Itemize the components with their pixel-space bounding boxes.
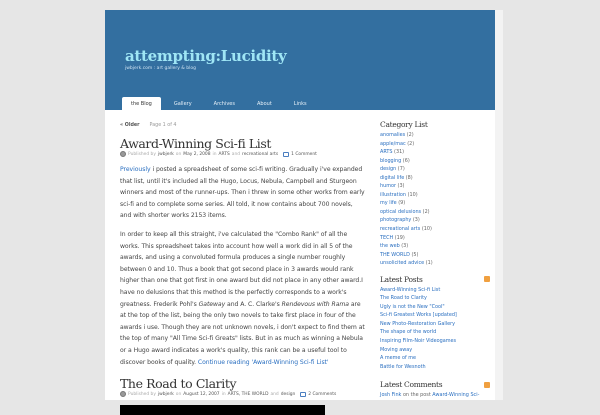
latest-post-item bbox=[380, 320, 490, 329]
category-item: the web (3) bbox=[380, 243, 409, 250]
category-link[interactable]: humor bbox=[380, 183, 396, 190]
category-item: anomalies (2) bbox=[380, 132, 414, 138]
comment-icon bbox=[283, 152, 289, 157]
category-link[interactable]: my life bbox=[380, 200, 397, 207]
comments-link[interactable]: 2 Comments bbox=[308, 391, 337, 397]
latest-post-item bbox=[380, 363, 490, 372]
clock-icon bbox=[120, 391, 126, 397]
category-link[interactable]: ARTS bbox=[218, 151, 230, 157]
post-meta: Published by jwbjerk on August 12, 2007 in ARTS, THE WORLD and design 2 Comments bbox=[120, 391, 365, 397]
category-link[interactable]: apple/mac bbox=[380, 140, 406, 147]
comment-item: Josh Fink on the post Award-Winning Sci- bbox=[380, 392, 480, 399]
rss-icon[interactable] bbox=[484, 382, 490, 388]
continue-reading-link[interactable]: Continue reading 'Award-Winning Sci-fi List' bbox=[197, 358, 329, 366]
latest-post-link[interactable]: Ugly is not the New "Cool" bbox=[380, 303, 445, 310]
page bbox=[105, 10, 495, 400]
tab-gallery[interactable]: Gallery bbox=[173, 101, 192, 107]
tab-archives[interactable]: Archives bbox=[213, 101, 235, 107]
latest-post-item bbox=[380, 286, 490, 295]
category-link[interactable]: design bbox=[380, 166, 397, 173]
older-link[interactable]: « Older bbox=[120, 123, 140, 128]
latest-post-item bbox=[380, 354, 490, 363]
latest-post-link[interactable]: New Photo-Restoration Gallery bbox=[380, 320, 456, 327]
category-item: my life (9) bbox=[380, 200, 406, 207]
latest-post-link[interactable]: The Road to Clarity bbox=[380, 295, 427, 302]
category-link[interactable]: recreational arts bbox=[242, 151, 279, 157]
latest-post-item bbox=[380, 303, 490, 312]
category-item: humor (3) bbox=[380, 183, 405, 190]
category-item: recreational arts (10) bbox=[380, 226, 432, 233]
latest-post-link[interactable]: Sci-fi Greatest Works [updated] bbox=[380, 312, 457, 319]
tab-links[interactable]: Links bbox=[293, 101, 307, 107]
category-link[interactable]: the web bbox=[380, 243, 400, 250]
site-title[interactable]: attempting:Lucidity bbox=[125, 47, 287, 65]
tab-about[interactable]: About bbox=[257, 101, 272, 107]
author-link[interactable]: jwbjerk bbox=[157, 391, 174, 397]
nav bbox=[122, 97, 320, 110]
category-link[interactable]: optical delusions bbox=[380, 208, 422, 215]
post-meta: Published by jwbjerk on May 2, 2008 in ARTS and recreational arts 1 Comment bbox=[120, 151, 365, 157]
header bbox=[105, 10, 495, 110]
latest-comments-heading: Latest Comments bbox=[380, 380, 490, 389]
category-link[interactable]: photography bbox=[380, 217, 412, 224]
post-image bbox=[120, 405, 325, 415]
category-item: unsolicited advice (1) bbox=[380, 260, 433, 267]
post-paragraph: Previously i posted a spreadsheet of some sci-fi writing. Gradually i've expanded that list, until it's included all the Hugo, Locus, Nebula, Campbell and Sturgeon winners and most of the runner-ups. Then i threw in some other works from early sci-fi and to complete some series. All told, it now contains about 700 novels, and with shorter works 2153 items. bbox=[120, 166, 365, 220]
latest-posts-heading: Latest Posts bbox=[380, 275, 490, 284]
latest-post-link[interactable]: Moving away bbox=[380, 346, 413, 353]
post-paragraph: In order to keep all this straight, i've calculated the "Combo Rank" of all the works. This spreadsheet takes into account how well a work did in all 5 of the awards, and using a convoluted formula produces a single number roughly between 0 and 10. Thus a book that got second place in 3 awards would rank higher than one that got first in one award but did not place in any other award.I have no delusions that this method is the perfectly corresponds to a work's greatness. Frederik Pohl's Gateway and A. C. Clarke's Rendevous with Rama are at the top of the list, being the only two novels to take first place in four of the awards i use. Though they are not unknown novels, i don't expect to find them at the top of many "All Time Sci-fi Greats" lists. But in as much as winning a Nebula or a Hugo award indicates a work's quality, this rank can be a useful tool to discover books of quality. Continue reading 'Award-Winning Sci-fi List' bbox=[120, 230, 365, 366]
category-link[interactable]: blogging bbox=[380, 157, 402, 164]
tab-the-blog[interactable]: the Blog bbox=[122, 97, 161, 110]
category-list-heading: Category List bbox=[380, 120, 428, 129]
category-link[interactable]: recreational arts bbox=[380, 226, 421, 233]
latest-posts-list bbox=[380, 286, 490, 371]
tagline: jwbjerk.com : art gallery & blog bbox=[125, 66, 196, 71]
post-date: August 12, 2007 bbox=[183, 391, 220, 397]
latest-post-link[interactable]: The shape of the world bbox=[380, 329, 437, 336]
comment-icon bbox=[300, 392, 306, 397]
category-item: design (7) bbox=[380, 166, 405, 173]
post-title[interactable]: The Road to Clarity bbox=[120, 376, 237, 392]
author-link[interactable]: jwbjerk bbox=[157, 151, 174, 157]
rss-icon[interactable] bbox=[484, 276, 490, 282]
category-link[interactable]: ARTS bbox=[380, 149, 393, 156]
latest-post-item bbox=[380, 328, 490, 337]
comments-link[interactable]: 1 Comment bbox=[291, 151, 317, 157]
previously-link[interactable]: Previously bbox=[120, 166, 151, 173]
clock-icon bbox=[120, 151, 126, 157]
category-item: illustration (10) bbox=[380, 191, 418, 198]
category-item: optical delusions (2) bbox=[380, 208, 430, 215]
latest-post-item bbox=[380, 294, 490, 303]
scroll-strip bbox=[495, 10, 503, 400]
latest-post-link[interactable]: Inspiring Film-Noir Videogames bbox=[380, 338, 457, 345]
category-link[interactable]: design bbox=[280, 391, 296, 397]
category-item: photography (3) bbox=[380, 217, 420, 224]
category-link[interactable]: digital life bbox=[380, 174, 405, 181]
category-link[interactable]: anomalies bbox=[380, 132, 406, 138]
latest-post-link[interactable]: A meme of me bbox=[380, 355, 417, 362]
category-list bbox=[380, 131, 490, 268]
post-date: May 2, 2008 bbox=[183, 151, 211, 157]
category-item: blogging (6) bbox=[380, 157, 410, 164]
category-item: ARTS (31) bbox=[380, 149, 405, 156]
latest-post-item bbox=[380, 337, 490, 346]
latest-post-link[interactable]: Award-Winning Sci-fi List bbox=[380, 286, 441, 293]
category-link[interactable]: THE WORLD bbox=[380, 251, 410, 258]
page-indicator: Page 1 of 4 bbox=[149, 123, 177, 128]
latest-post-item bbox=[380, 311, 490, 320]
latest-post-link[interactable]: Battle for Wesnoth bbox=[380, 363, 426, 370]
category-link[interactable]: unsolicited advice bbox=[380, 260, 425, 267]
category-item: THE WORLD (5) bbox=[380, 251, 419, 258]
post-title[interactable]: Award-Winning Sci-fi List bbox=[120, 136, 272, 151]
latest-comments-list bbox=[380, 391, 490, 400]
main-content bbox=[120, 120, 365, 415]
category-link[interactable]: TECH bbox=[380, 234, 394, 241]
latest-post-item bbox=[380, 346, 490, 355]
category-item: apple/mac (2) bbox=[380, 140, 415, 147]
category-link[interactable]: ARTS, THE WORLD bbox=[227, 391, 269, 397]
category-item: TECH (19) bbox=[380, 234, 405, 241]
pager bbox=[120, 123, 365, 128]
category-link[interactable]: illustration bbox=[380, 191, 407, 198]
category-item: digital life (8) bbox=[380, 174, 413, 181]
sidebar bbox=[380, 120, 490, 400]
